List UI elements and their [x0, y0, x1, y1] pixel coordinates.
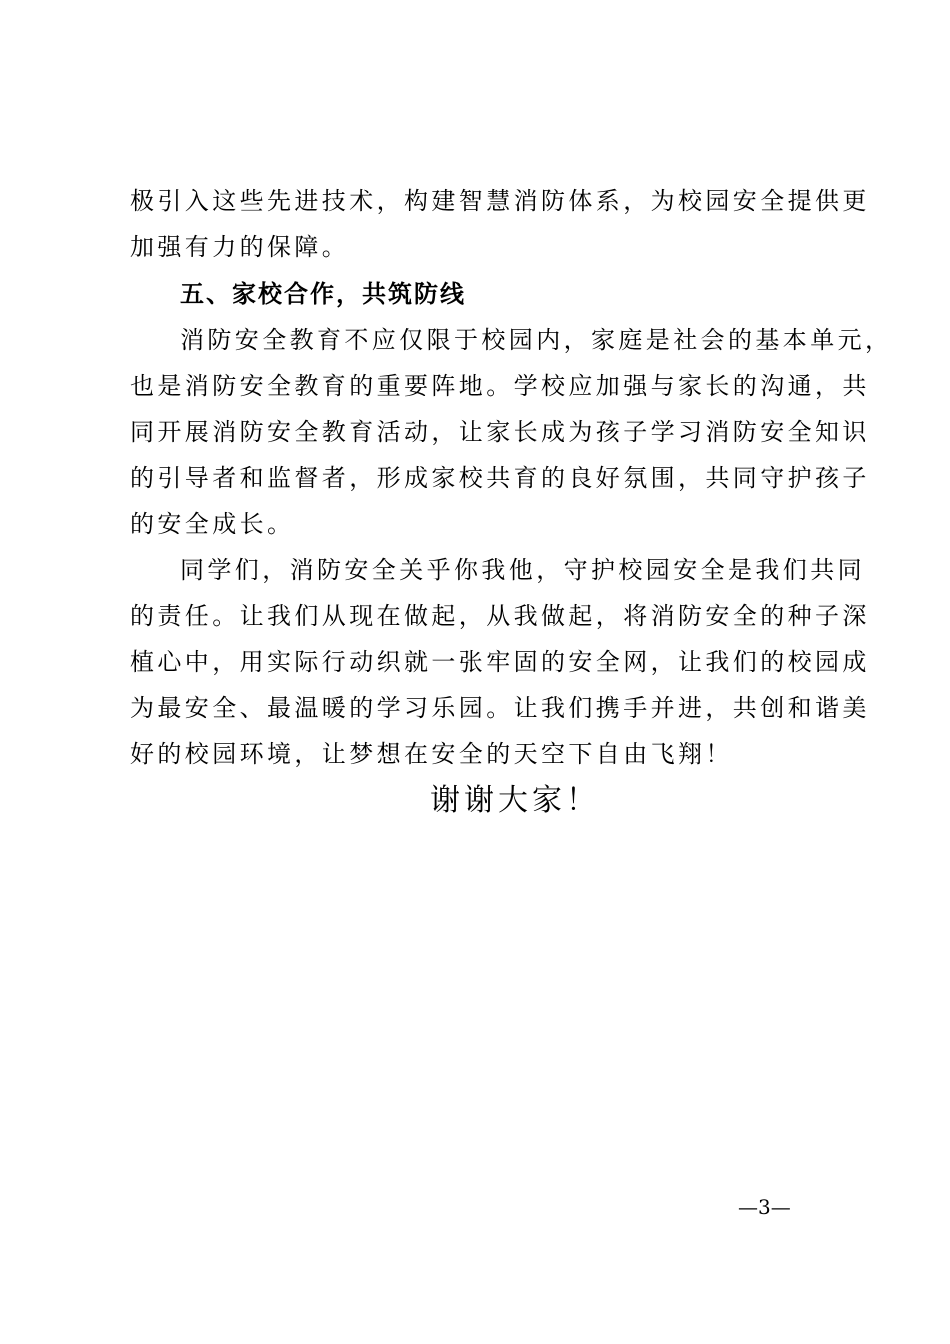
section-heading: 五、家校合作，共筑防线	[180, 280, 466, 308]
text-line: 消防安全教育不应仅限于校园内，家庭是社会的基本单元，	[180, 326, 893, 354]
text-line: 同开展消防安全教育活动，让家长成为孩子学习消防安全知识	[130, 418, 870, 446]
text-line: 的引导者和监督者，形成家校共育的良好氛围，共同守护孩子	[130, 464, 870, 492]
text-line: 同学们，消防安全关乎你我他，守护校园安全是我们共同	[180, 556, 865, 584]
text-line: 加强有力的保障。	[130, 233, 350, 261]
text-line: 的责任。让我们从现在做起，从我做起，将消防安全的种子深	[130, 602, 870, 630]
text-line: 极引入这些先进技术，构建智慧消防体系，为校园安全提供更	[130, 187, 870, 215]
text-line: 好的校园环境，让梦想在安全的天空下自由飞翔！	[130, 740, 733, 768]
closing-remark: 谢谢大家！	[430, 783, 600, 818]
text-line: 也是消防安全教育的重要阵地。学校应加强与家长的沟通，共	[130, 372, 870, 400]
page-number: —3—	[738, 1195, 791, 1219]
text-line: 植心中，用实际行动织就一张牢固的安全网，让我们的校园成	[130, 648, 870, 676]
text-line: 为最安全、最温暖的学习乐园。让我们携手并进，共创和谐美	[130, 694, 870, 722]
text-line: 的安全成长。	[130, 510, 295, 538]
